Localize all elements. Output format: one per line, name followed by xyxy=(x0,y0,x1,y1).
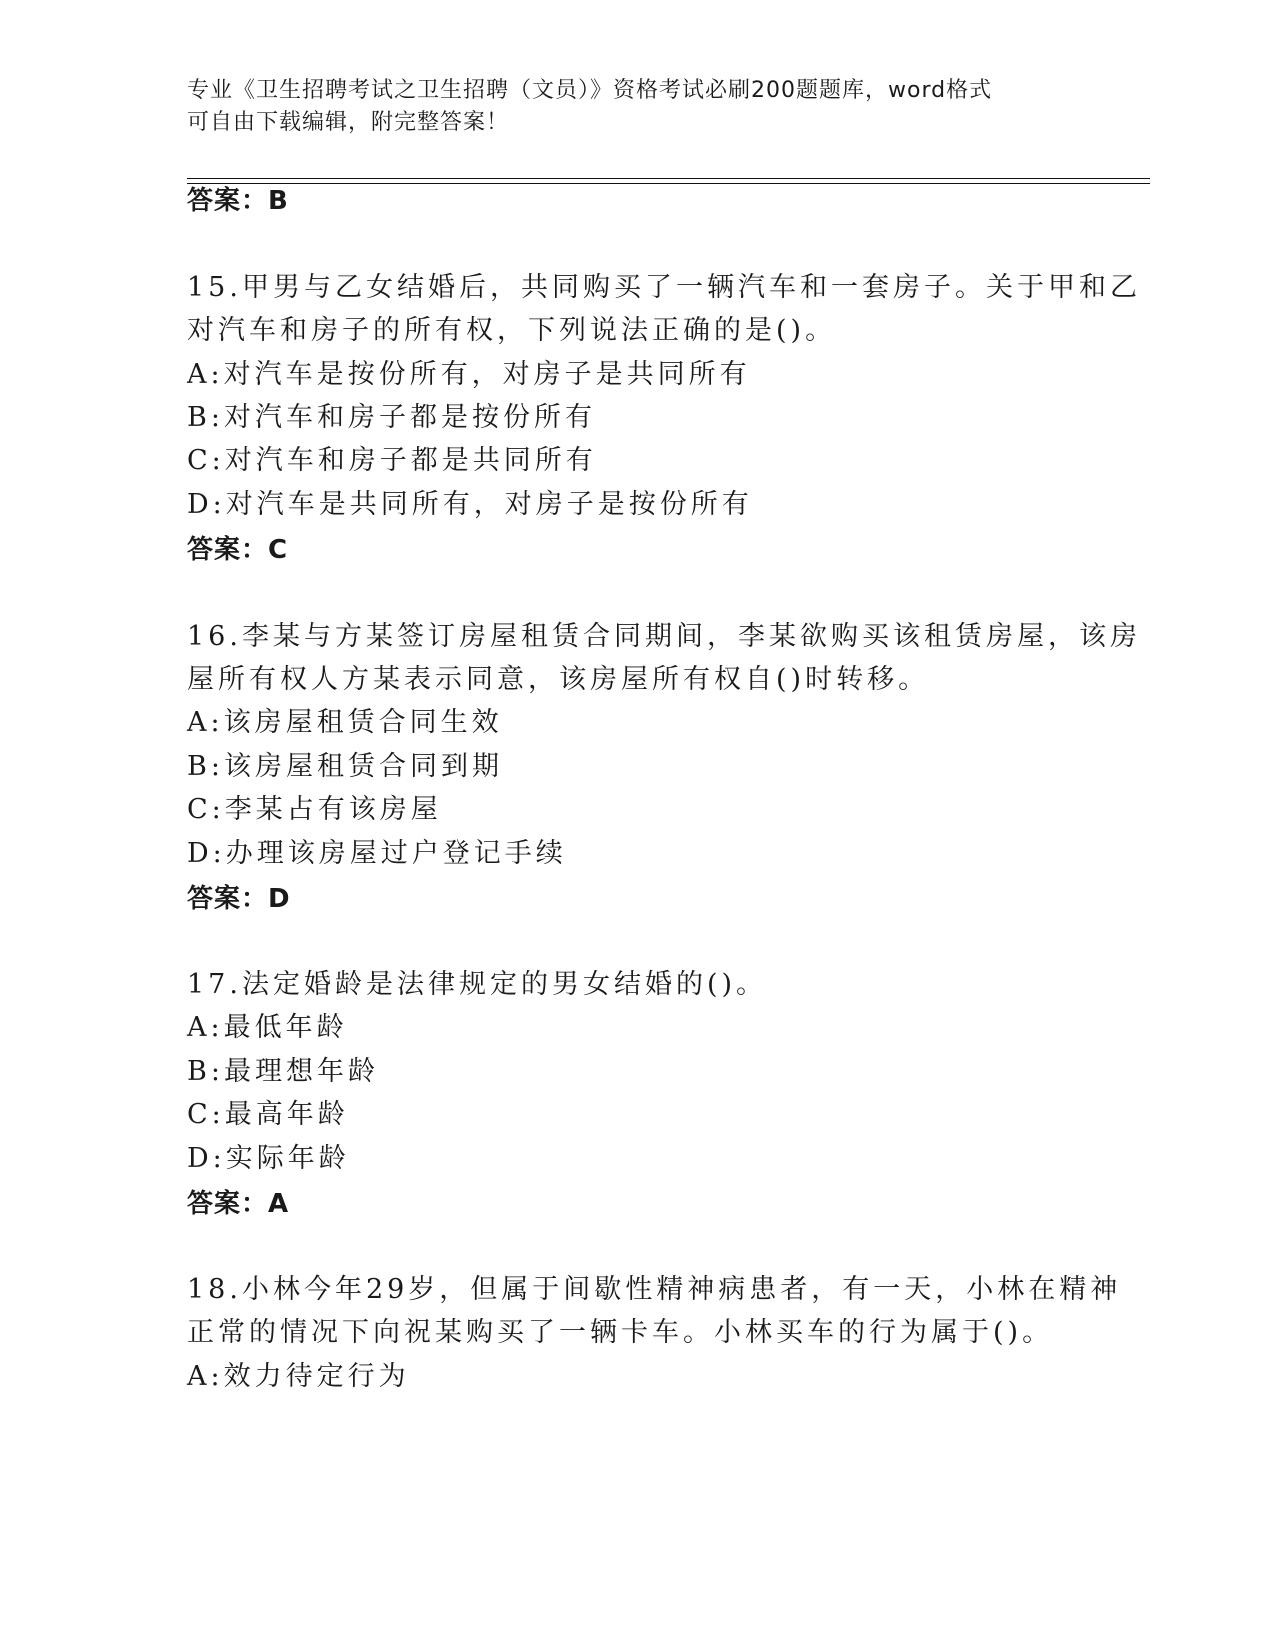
question-17-option-d: D:实际年龄 xyxy=(187,1143,350,1174)
question-18-line-2: 正常的情况下向祝某购买了一辆卡车。小林买车的行为属于()。 xyxy=(187,1317,1054,1348)
question-16-option-a: A:该房屋租赁合同生效 xyxy=(187,707,503,738)
question-15-answer: 答案：C xyxy=(187,535,289,565)
question-17-option-b: B:最理想年龄 xyxy=(187,1056,379,1087)
question-16-option-c: C:李某占有该房屋 xyxy=(187,794,442,825)
question-18-line-1: 18.小林今年29岁，但属于间歇性精神病患者，有一天，小林在精神 xyxy=(187,1274,1122,1305)
question-15-line-1: 15.甲男与乙女结婚后，共同购买了一辆汽车和一套房子。关于甲和乙 xyxy=(187,272,1141,303)
question-15-line-2: 对汽车和房子的所有权，下列说法正确的是()。 xyxy=(187,315,837,346)
question-17-answer: 答案：A xyxy=(187,1189,290,1219)
question-15-option-d: D:对汽车是共同所有，对房子是按份所有 xyxy=(187,489,753,520)
question-17-option-c: C:最高年龄 xyxy=(187,1099,349,1130)
question-16-answer: 答案：D xyxy=(187,884,291,914)
header-divider-top xyxy=(187,178,1150,179)
question-16-option-d: D:办理该房屋过户登记手续 xyxy=(187,838,567,869)
question-15-option-c: C:对汽车和房子都是共同所有 xyxy=(187,445,597,476)
question-15-option-a: A:对汽车是按份所有，对房子是共同所有 xyxy=(187,359,751,390)
header-divider-bottom xyxy=(187,183,1150,184)
question-16-line-1: 16.李某与方某签订房屋租赁合同期间，李某欲购买该租赁房屋，该房 xyxy=(187,621,1141,652)
question-17-line-1: 17.法定婚龄是法律规定的男女结婚的()。 xyxy=(187,969,768,1000)
question-18-option-a: A:效力待定行为 xyxy=(187,1361,410,1392)
question-15-option-b: B:对汽车和房子都是按份所有 xyxy=(187,402,596,433)
question-16-option-b: B:该房屋租赁合同到期 xyxy=(187,751,503,782)
previous-answer: 答案：B xyxy=(187,186,289,216)
question-16-line-2: 屋所有权人方某表示同意，该房屋所有权自()时转移。 xyxy=(187,664,930,695)
question-17-option-a: A:最低年龄 xyxy=(187,1012,348,1043)
header-line-2: 可自由下载编辑，附完整答案！ xyxy=(187,110,510,135)
header-line-1: 专业《卫生招聘考试之卫生招聘（文员）》资格考试必刷200题题库，word格式 xyxy=(187,78,993,103)
